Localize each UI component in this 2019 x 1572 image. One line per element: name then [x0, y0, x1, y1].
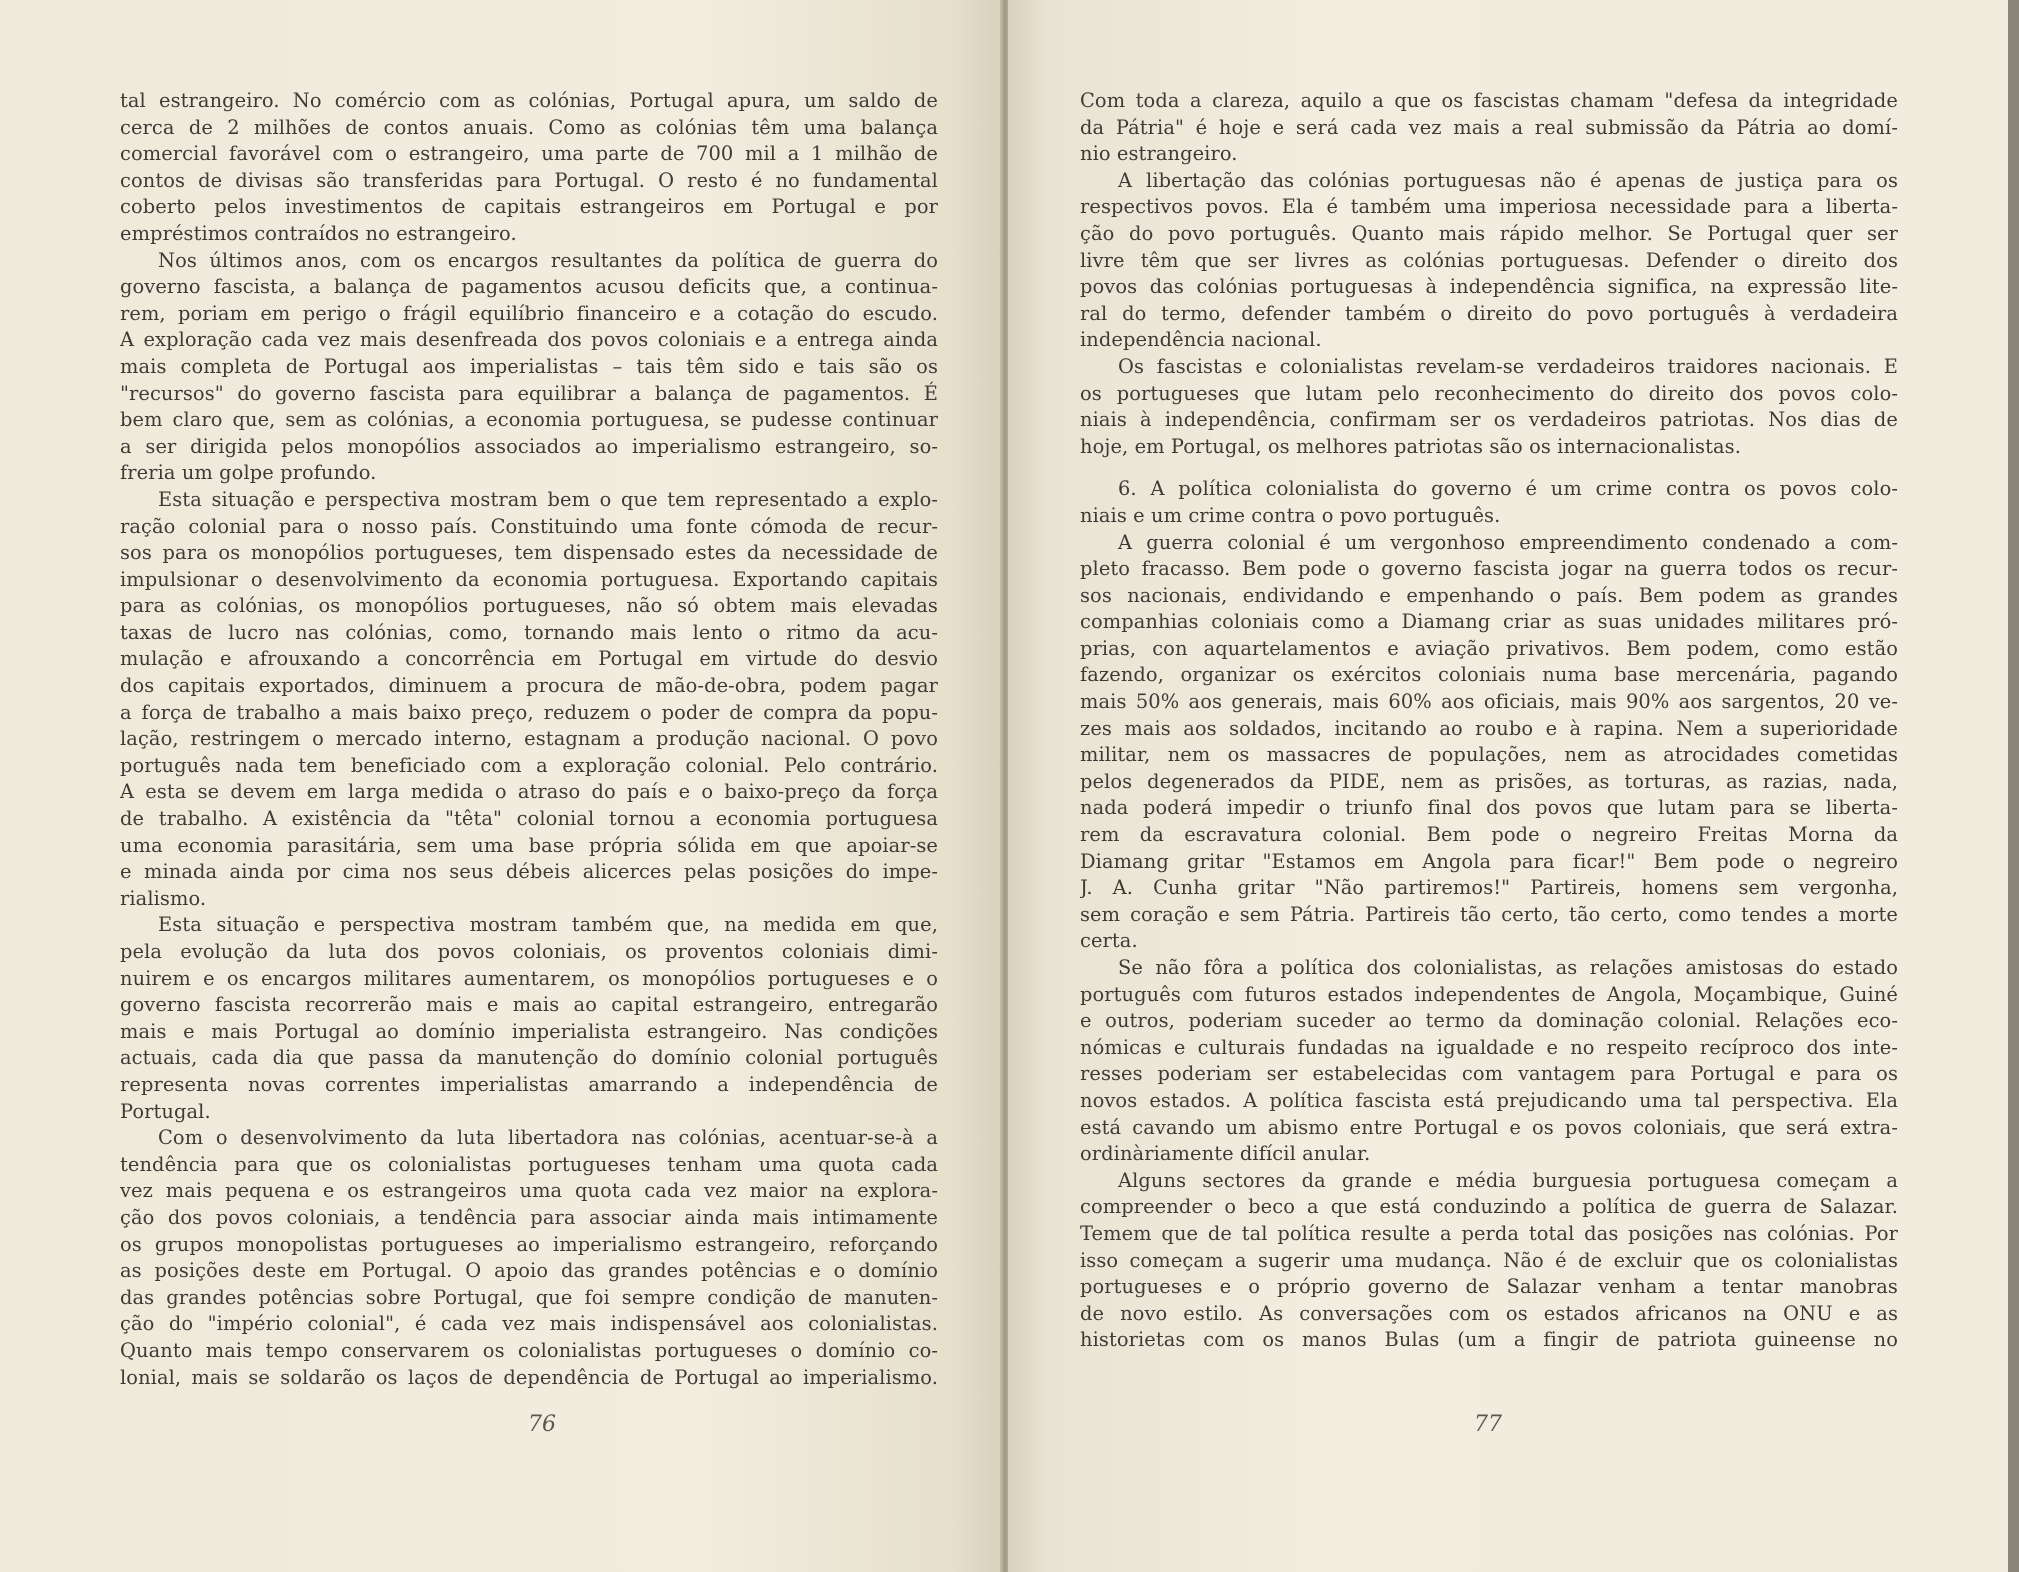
text-line: militar, nem os massacres de populações, nem as atrocidades cometidas — [1080, 743, 1898, 767]
text-line: de trabalho. A existência da "têta" colonial tornou a economia portuguesa — [120, 807, 938, 831]
text-line: fazendo, organizar os exércitos coloniais numa base mercenária, pagando — [1080, 663, 1898, 687]
text-line: actuais, cada dia que passa da manutenção do domínio colonial português — [120, 1046, 938, 1070]
text-line: pleto fracasso. Bem pode o governo fascista jogar na guerra todos os recur- — [1080, 557, 1898, 581]
text-line: mais 50% aos generais, mais 60% aos oficiais, mais 90% aos sargentos, 20 ve- — [1080, 690, 1898, 714]
text-line: representa novas correntes imperialistas amarrando a independência de — [120, 1072, 938, 1096]
text-line: comercial favorável com o estrangeiro, uma parte de 700 mil a 1 milhão de — [120, 142, 938, 166]
right-page-number: 77 — [1474, 1412, 1502, 1437]
text-line: hoje, em Portugal, os melhores patriotas são os internacionalistas. — [1080, 434, 1741, 458]
text-line: Quanto mais tempo conservarem os colonialistas portugueses o domínio co- — [120, 1338, 938, 1362]
text-line: nada poderá impedir o triunfo final dos povos que lutam para se liberta- — [1080, 796, 1898, 820]
text-line: Com toda a clareza, aquilo a que os fascistas chamam "defesa da integridade — [1080, 89, 1898, 112]
text-line: 6. A política colonialista do governo é um crime contra os povos colo- — [1118, 477, 1898, 501]
text-line: resses poderiam ser estabelecidas com vantagem para Portugal e para os — [1080, 1062, 1898, 1086]
text-line: Esta situação e perspectiva mostram também que, na medida em que, — [158, 913, 938, 937]
text-line: "recursos" do governo fascista para equilibrar a balança de pagamentos. É — [120, 381, 938, 405]
text-line: compreender o beco a que está conduzindo a política de guerra de Salazar. — [1080, 1195, 1898, 1219]
text-line: das grandes potências sobre Portugal, que foi sempre condição de manuten- — [120, 1285, 938, 1309]
text-line: niais e um crime contra o povo português. — [1080, 503, 1501, 527]
text-line: bem claro que, sem as colónias, a economia portuguesa, se pudesse continuar — [120, 408, 938, 432]
text-line: ção do povo português. Quanto mais rápido melhor. Se Portugal quer ser — [1080, 221, 1898, 245]
text-line: certa. — [1080, 929, 1138, 953]
text-line: ção do "império colonial", é cada vez mais indispensável aos colonialistas. — [120, 1312, 938, 1336]
text-line: rialismo. — [120, 886, 207, 910]
text-line: Os fascistas e colonialistas revelam-se verdadeiros traidores nacionais. E — [1118, 354, 1898, 378]
text-line: sem coração e sem Pátria. Partireis tão certo, tão certo, como tendes a morte — [1080, 902, 1898, 926]
text-line: lonial, mais se soldarão os laços de dependência de Portugal ao imperialismo. — [120, 1365, 938, 1389]
text-line: para as colónias, os monopólios portugueses, não só obtem mais elevadas — [120, 594, 938, 618]
text-line: mais e mais Portugal ao domínio imperialista estrangeiro. Nas condições — [120, 1019, 938, 1043]
text-line: A libertação das colónias portuguesas não é apenas de justiça para os — [1118, 168, 1898, 192]
text-line: lação, restringem o mercado interno, estagnam a produção nacional. O povo — [120, 727, 938, 751]
text-line: mais completa de Portugal aos imperialistas – tais têm sido e tais são os — [120, 354, 938, 378]
text-line: ção dos povos coloniais, a tendência para associar ainda mais intimamente — [120, 1205, 938, 1229]
text-line: a ser dirigida pelos monopólios associados ao imperialismo estrangeiro, so- — [120, 434, 938, 458]
text-line: a força de trabalho a mais baixo preço, reduzem o poder de compra da popu- — [120, 700, 938, 724]
text-line: historietas com os manos Bulas (um a fingir de patriota guineense no — [1080, 1328, 1898, 1352]
text-line: governo fascista, a balança de pagamentos acusou deficits que, a continua- — [120, 275, 938, 299]
text-line: J. A. Cunha gritar "Não partiremos!" Partireis, homens sem vergonha, — [1080, 876, 1898, 900]
text-line: os grupos monopolistas portugueses ao imperialismo estrangeiro, reforçando — [120, 1232, 938, 1256]
text-line: coberto pelos investimentos de capitais estrangeiros em Portugal e por — [120, 195, 938, 219]
text-line: da Pátria" é hoje e será cada vez mais a real submissão da Pátria ao domí- — [1080, 115, 1898, 139]
text-line: e minada ainda por cima nos seus débeis alicerces pelas posições do impe- — [120, 860, 938, 884]
text-line: freria um golpe profundo. — [120, 461, 377, 485]
text-line: Portugal. — [120, 1099, 211, 1123]
text-line: A guerra colonial é um vergonhoso empreendimento condenado a com- — [1118, 530, 1898, 554]
left-page — [0, 0, 1003, 1572]
text-line: está cavando um abismo entre Portugal e os povos coloniais, que será extra- — [1080, 1115, 1898, 1139]
text-line: e outros, poderiam suceder ao termo da dominação colonial. Relações eco- — [1080, 1009, 1898, 1033]
text-line: novos estados. A política fascista está prejudicando uma tal perspectiva. Ela — [1080, 1088, 1898, 1112]
text-line: ração colonial para o nosso país. Constituindo uma fonte cómoda de recur- — [120, 514, 938, 538]
text-line: nuirem e os encargos militares aumentarem, os monopólios portugueses e o — [120, 966, 938, 990]
text-line: pela evolução da luta dos povos coloniais, os proventos coloniais dimi- — [120, 940, 938, 963]
text-line: Esta situação e perspectiva mostram bem o que tem representado a explo- — [158, 487, 938, 511]
text-line: zes mais aos soldados, incitando ao roubo e à rapina. Nem a superioridade — [1080, 716, 1898, 740]
text-line: português nada tem beneficiado com a exploração colonial. Pelo contrário. — [120, 753, 938, 777]
text-line: sos nacionais, endividando e empenhando o país. Bem podem as grandes — [1080, 583, 1898, 607]
text-line: tendência para que os colonialistas portugueses tenham uma quota cada — [120, 1152, 938, 1176]
text-line: dos capitais exportados, diminuem a procura de mão-de-obra, podem pagar — [120, 674, 938, 698]
text-line: mulação e afrouxando a concorrência em Portugal em virtude do desvio — [120, 647, 938, 671]
text-line: niais à independência, confirmam ser os verdadeiros patriotas. Nos dias de — [1080, 408, 1898, 432]
text-line: prias, con aquartelamentos e aviação privativos. Bem podem, como estão — [1080, 636, 1898, 660]
text-line: rem, poriam em perigo o frágil equilíbrio financeiro e a cotação do escudo. — [120, 301, 938, 325]
text-line: português com futuros estados independentes de Angola, Moçambique, Guiné — [1080, 982, 1898, 1006]
text-line: tal estrangeiro. No comércio com as colónias, Portugal apura, um saldo de — [120, 89, 938, 112]
text-line: pelos degenerados da PIDE, nem as prisões, as torturas, as razias, nada, — [1080, 769, 1898, 793]
text-line: impulsionar o desenvolvimento da economia portuguesa. Exportando capitais — [120, 567, 938, 591]
scan-edge — [2008, 0, 2019, 1572]
text-line: Nos últimos anos, com os encargos resultantes da política de guerra do — [158, 248, 938, 272]
text-line: taxas de lucro nas colónias, como, tornando mais lento o ritmo da acu- — [120, 620, 938, 644]
text-line: livre têm que ser livres as colónias portuguesas. Defender o direito dos — [1080, 248, 1898, 272]
text-line: Com o desenvolvimento da luta libertadora nas colónias, acentuar-se-à a — [158, 1126, 938, 1150]
left-page-number: 76 — [528, 1412, 556, 1437]
text-line: contos de divisas são transferidas para Portugal. O resto é no fundamental — [120, 168, 938, 192]
text-line: Diamang gritar "Estamos em Angola para ficar!" Bem pode o negreiro — [1080, 849, 1898, 873]
text-line: empréstimos contraídos no estrangeiro. — [120, 221, 517, 245]
text-line: portugueses e o próprio governo de Salazar venham a tentar manobras — [1080, 1275, 1898, 1299]
text-line: Se não fôra a política dos colonialistas, as relações amistosas do estado — [1118, 956, 1898, 979]
text-line: isso começam a sugerir uma mudança. Não é de excluir que os colonialistas — [1080, 1248, 1898, 1272]
text-line: respectivos povos. Ela é também uma imperiosa necessidade para a liberta- — [1080, 195, 1898, 219]
text-line: A exploração cada vez mais desenfreada dos povos coloniais e a entrega ainda — [120, 328, 938, 352]
left-page-text — [120, 88, 938, 1391]
text-line: Temem que de tal política resulte a perda total das posições nas colónias. Por — [1080, 1221, 1898, 1245]
text-line: cerca de 2 milhões de contos anuais. Como as colónias têm uma balança — [120, 115, 938, 139]
text-line: governo fascista recorrerão mais e mais ao capital estrangeiro, entregarão — [120, 993, 938, 1017]
right-page — [1008, 0, 2008, 1572]
text-line: povos das colónias portuguesas à independência significa, na expressão lite- — [1080, 275, 1898, 299]
text-line: vez mais pequena e os estrangeiros uma quota cada vez maior na explora- — [120, 1179, 938, 1203]
text-line: nio estrangeiro. — [1080, 142, 1238, 166]
text-line: rem da escravatura colonial. Bem pode o negreiro Freitas Morna da — [1080, 823, 1898, 847]
right-page-text — [1080, 88, 1898, 1354]
text-line: nómicas e culturais fundadas na igualdade e no respeito recíproco dos inte- — [1080, 1035, 1898, 1059]
text-line: sos para os monopólios portugueses, tem dispensado estes da necessidade de — [120, 541, 938, 565]
text-line: companhias coloniais como a Diamang criar as suas unidades militares pró- — [1080, 610, 1898, 634]
text-line: ral do termo, defender também o direito do povo português à verdadeira — [1080, 301, 1898, 325]
text-line: de novo estilo. As conversações com os estados africanos na ONU e as — [1080, 1301, 1898, 1325]
text-line: ordinàriamente difícil anular. — [1080, 1142, 1371, 1166]
text-line: independência nacional. — [1080, 328, 1322, 352]
text-line: os portugueses que lutam pelo reconhecimento do direito dos povos colo- — [1080, 381, 1898, 405]
text-line: as posições deste em Portugal. O apoio das grandes potências e o domínio — [120, 1259, 938, 1283]
text-line: Alguns sectores da grande e média burguesia portuguesa começam a — [1118, 1168, 1898, 1192]
text-line: uma economia parasitária, sem uma base própria sólida em que apoiar-se — [120, 833, 938, 857]
text-line: A esta se devem em larga medida o atraso do país e o baixo-preço da força — [120, 780, 938, 804]
